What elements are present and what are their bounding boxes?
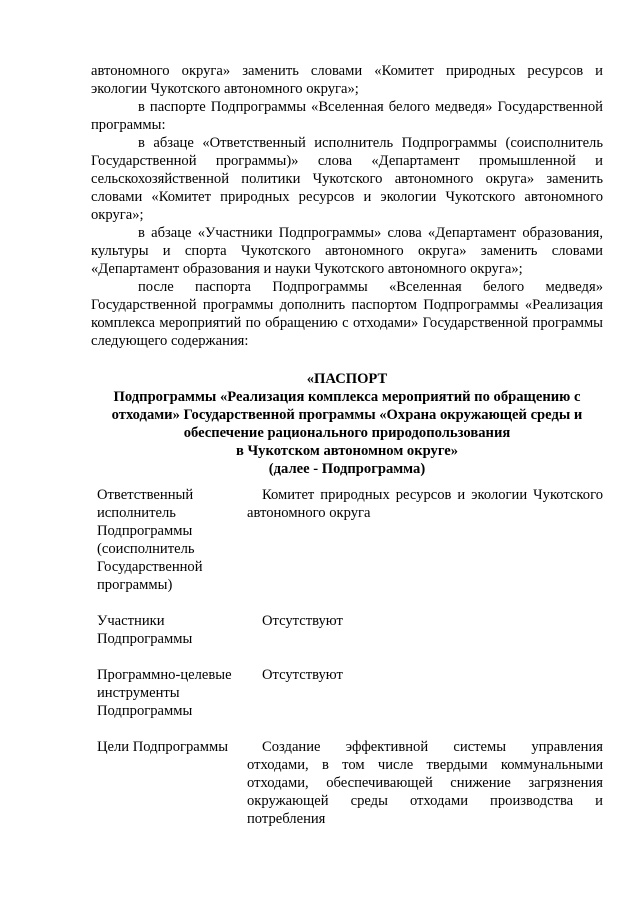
passport-row-value: Отсутствуют	[262, 613, 343, 629]
passport-row-value: Создание эффективной системы управления отходами, в том числе твердыми коммунальными отходами, обеспечивающей снижение загрязнения окружающей среды отходами производства и потребления	[247, 739, 603, 827]
passport-title-line-1: «ПАСПОРТ	[306, 371, 388, 387]
intro-paragraph-5: после паспорта Подпрограммы «Вселенная белого медведя» Государственной программы дополнить паспортом Подпрограммы «Реализация комплекса мероприятий по обращению с отходами» Государственной программы следующего содержания:	[91, 279, 603, 349]
document-body	[91, 62, 603, 846]
passport-table	[91, 486, 603, 846]
passport-title-line-4: (далее - Подпрограмма)	[268, 461, 426, 477]
passport-title-line-2: Подпрограммы «Реализация комплекса мероприятий по обращению с отходами» Государственной программы «Охрана окружающей среды и обеспечение рационального природопользования	[111, 389, 583, 441]
passport-row-value: Отсутствуют	[262, 667, 343, 683]
passport-row-goals	[91, 738, 603, 846]
intro-paragraph-3: в абзаце «Ответственный исполнитель Подпрограммы (соисполнитель Государственной программы)» слова «Департамент промышленной и сельскохозяйственной политики Чукотского автономного округа» заменить словами «Комитет природных ресурсов и экологии Чукотского автономного округа»;	[91, 135, 603, 223]
intro-paragraph-4: в абзаце «Участники Подпрограммы» слова «Департамент образования, культуры и спорта Чукотского автономного округа» заменить словами «Департамент образования и науки Чукотского автономного округа»;	[91, 225, 603, 277]
intro-paragraph-2: в паспорте Подпрограммы «Вселенная белого медведя» Государственной программы:	[91, 99, 603, 133]
passport-row-label: Программно-целевые инструменты Подпрограммы	[97, 667, 232, 719]
intro-paragraph-1: автономного округа» заменить словами «Комитет природных ресурсов и экологии Чукотского автономного округа»;	[91, 63, 603, 97]
passport-row-label: Цели Подпрограммы	[97, 739, 229, 755]
passport-row-participants	[91, 612, 603, 666]
passport-row-responsible	[91, 486, 603, 612]
passport-row-value: Комитет природных ресурсов и экологии Чукотского автономного округа	[247, 487, 603, 521]
passport-row-label: Участники Подпрограммы	[97, 613, 193, 647]
passport-title-line-3: в Чукотском автономном округе»	[235, 443, 459, 459]
passport-row-instruments	[91, 666, 603, 738]
passport-row-label: Ответственный исполнитель Подпрограммы (соисполнитель Государственной программы)	[97, 487, 203, 593]
passport-title	[91, 370, 603, 478]
